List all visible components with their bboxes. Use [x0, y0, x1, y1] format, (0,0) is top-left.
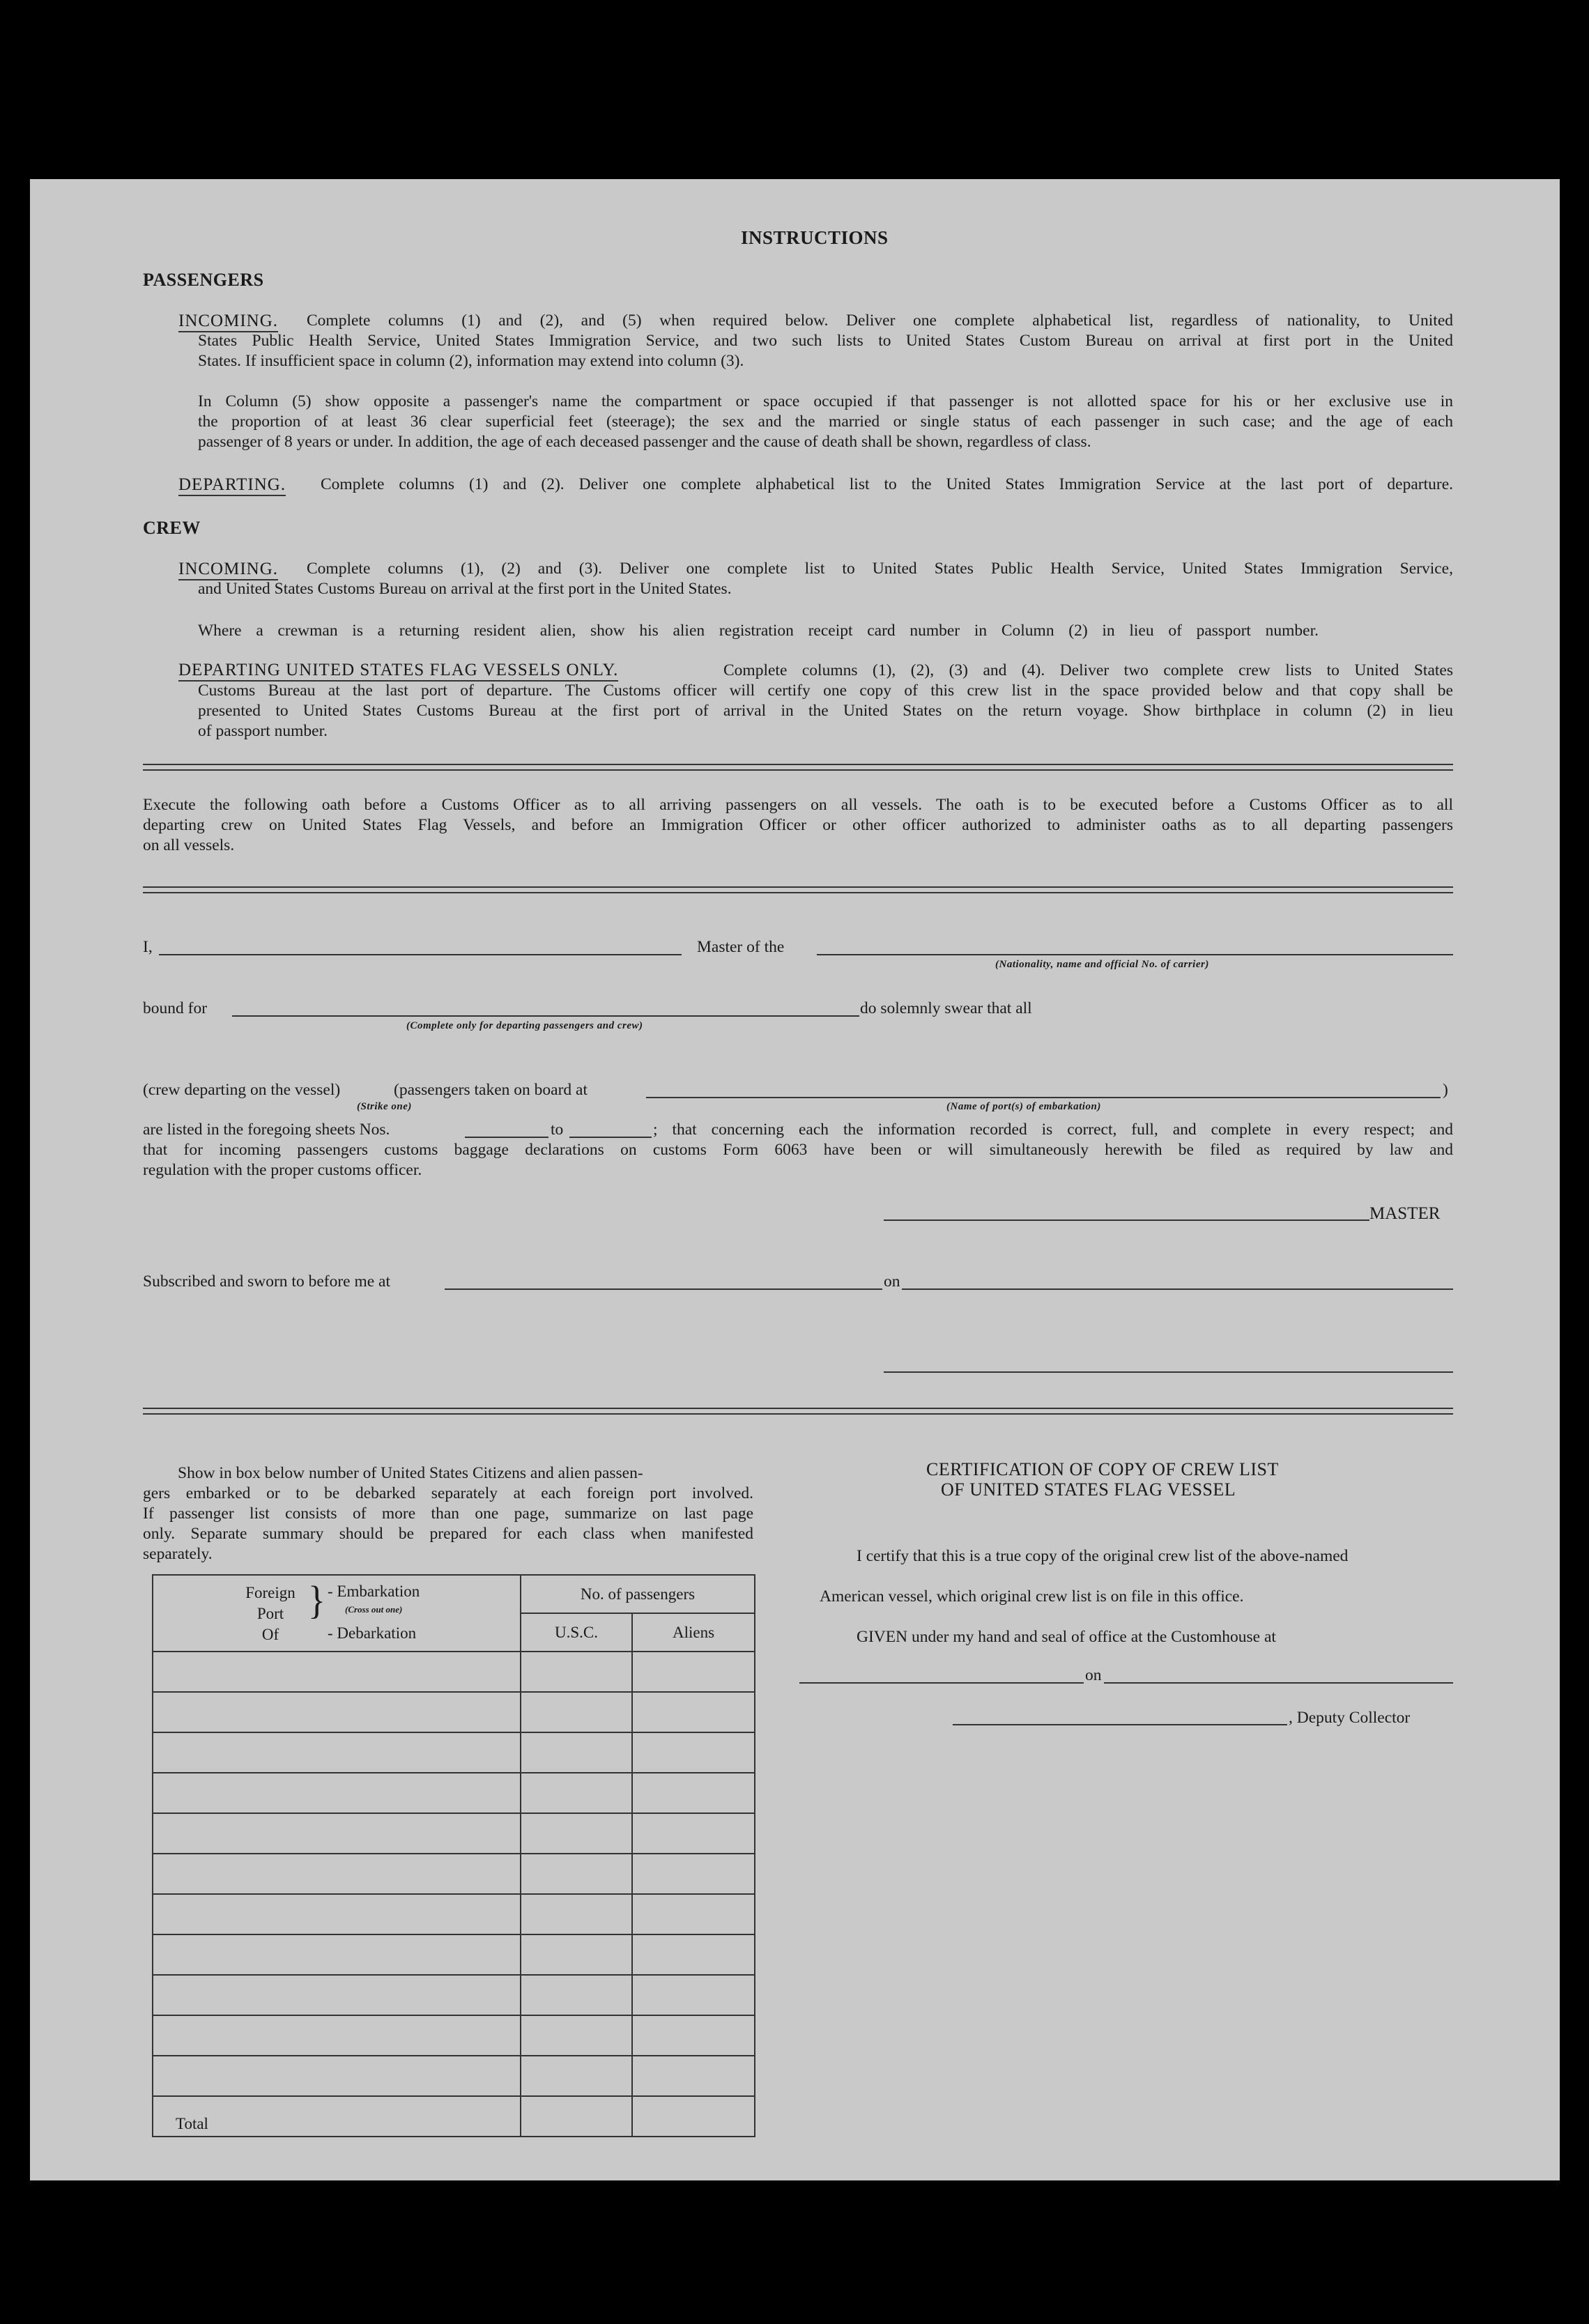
column5-line: In Column (5) show opposite a passenger's name the compartment or space occupied if that passenger is not allotted space for his or her exclusive use in [198, 392, 1453, 410]
swear-text: do solemnly swear that all [860, 999, 1032, 1017]
summary-instruction-line: If passenger list consists of more than one page, summarize on last page [143, 1505, 753, 1523]
usc-cell[interactable] [521, 1975, 632, 2015]
passengers-incoming-label: INCOMING. [178, 311, 278, 332]
complete-only-note: (Complete only for departing passengers and crew) [406, 1020, 643, 1031]
table-row [153, 1975, 755, 2015]
table-row [153, 1732, 755, 1773]
crew-departing-option: (crew departing on the vessel) [143, 1081, 341, 1099]
crew-departing-line: presented to United States Customs Bureau at the first port of arrival in the United States on the return voyage. Show birthplace in column (2) in lieu [198, 702, 1453, 720]
sheets-to-field[interactable] [569, 1137, 652, 1138]
customhouse-field[interactable] [799, 1682, 1084, 1684]
carrier-field[interactable] [817, 954, 1453, 955]
master-of-the-label: Master of the [697, 938, 785, 956]
aliens-cell[interactable] [632, 1773, 755, 1813]
table-row [153, 1773, 755, 1813]
port-cell[interactable] [153, 1975, 521, 2015]
aliens-cell[interactable] [632, 1934, 755, 1975]
oath-line: regulation with the proper customs officer. [143, 1161, 422, 1179]
usc-cell[interactable] [521, 1854, 632, 1894]
bound-for-label: bound for [143, 999, 208, 1017]
summary-instruction-line: gers embarked or to be debarked separately at each foreign port involved. [143, 1484, 753, 1502]
aliens-cell[interactable] [632, 1732, 755, 1773]
to-text: to [551, 1121, 564, 1139]
usc-cell[interactable] [521, 1813, 632, 1854]
table-row [153, 2015, 755, 2056]
aliens-header: Aliens [632, 1613, 755, 1652]
passengers-departing-label: DEPARTING. [178, 475, 286, 495]
summary-instruction-line: separately. [143, 1545, 213, 1563]
crew-departing-line: of passport number. [198, 722, 328, 740]
embarkation-ports-field[interactable] [646, 1097, 1441, 1098]
oath-i-label: I, [143, 938, 153, 956]
aliens-cell[interactable] [632, 2056, 755, 2096]
crew-incoming-line: and United States Customs Bureau on arrival at the first port in the United States. [198, 580, 732, 598]
sworn-place-field[interactable] [445, 1288, 882, 1290]
of-label: Of [261, 1626, 279, 1643]
port-cell[interactable] [153, 1732, 521, 1773]
oath-line: that for incoming passengers customs baggage declarations on customs Form 6063 have been or will simultaneously herewith be filed as required by law and [143, 1141, 1453, 1159]
usc-cell[interactable] [521, 1934, 632, 1975]
cert-on-label: on [1085, 1666, 1102, 1684]
table-row [153, 1854, 755, 1894]
certify-text: I certify that this is a true copy of the original crew list of the above-named [857, 1547, 1349, 1565]
table-row [153, 1692, 755, 1732]
port-cell[interactable] [153, 1692, 521, 1732]
page-title: INSTRUCTIONS [741, 227, 889, 248]
master-label: MASTER [1369, 1204, 1441, 1223]
certification-subtitle: OF UNITED STATES FLAG VESSEL [941, 1479, 1236, 1500]
embarkation-label: - Embarkation [328, 1583, 420, 1600]
given-text: GIVEN under my hand and seal of office at the Customhouse at [857, 1628, 1276, 1646]
oath-instruction-line: departing crew on United States Flag Vessels, and before an Immigration Officer or other officer authorized to administer oaths as to all departing passengers [143, 816, 1453, 834]
american-vessel-text: American vessel, which original crew list is on file in this office. [820, 1587, 1244, 1606]
crew-departing-line: Customs Bureau at the last port of departure. The Customs officer will certify one copy of this crew list in the space provided below and that copy shall be [198, 682, 1453, 700]
crew-departing-label: DEPARTING UNITED STATES FLAG VESSELS ONLY. [178, 660, 618, 681]
subscribed-label: Subscribed and sworn to before me at [143, 1272, 391, 1291]
table-row [153, 2056, 755, 2096]
debarkation-label: - Debarkation [328, 1624, 417, 1642]
usc-cell[interactable] [521, 2056, 632, 2096]
double-rule [143, 886, 1453, 893]
column5-line: passenger of 8 years or under. In addition, the age of each deceased passenger and the cause of death shall be shown, regardless of class. [198, 433, 1091, 451]
foreign-label: Foreign [245, 1584, 295, 1601]
brace-glyph: } [308, 1579, 325, 1623]
deputy-collector-label: , Deputy Collector [1289, 1709, 1411, 1727]
aliens-cell[interactable] [632, 1854, 755, 1894]
table-row [153, 1894, 755, 1934]
usc-header: U.S.C. [521, 1613, 632, 1652]
aliens-cell[interactable] [632, 1894, 755, 1934]
close-paren: ) [1443, 1081, 1448, 1099]
crew-incoming-label: INCOMING. [178, 559, 278, 580]
passengers-departing-text: Complete columns (1) and (2). Deliver one complete alphabetical list to the United States Immigration Service at the last port of departure. [321, 475, 1453, 493]
sheets-from-field[interactable] [465, 1137, 548, 1138]
port-label: Port [256, 1605, 284, 1622]
nationality-note: (Nationality, name and official No. of carrier) [995, 959, 1209, 970]
bound-for-field[interactable] [232, 1015, 859, 1017]
aliens-cell[interactable] [632, 2015, 755, 2056]
summary-instruction-line: Show in box below number of United States Citizens and alien passen- [178, 1464, 643, 1482]
table-row [153, 1813, 755, 1854]
usc-cell[interactable] [521, 1692, 632, 1732]
double-rule [143, 1408, 1453, 1415]
port-cell[interactable] [153, 1652, 521, 1692]
table-row [153, 1652, 755, 1692]
master-signature-field[interactable] [884, 1219, 1369, 1221]
port-cell[interactable] [153, 1854, 521, 1894]
port-cell[interactable] [153, 1894, 521, 1934]
passengers-incoming-line: Complete columns (1) and (2), and (5) when required below. Deliver one complete alphabetical list, regardless of nationality, to United [307, 311, 1453, 330]
port-cell[interactable] [153, 1934, 521, 1975]
on-label: on [884, 1272, 900, 1291]
name-of-ports-note: (Name of port(s) of embarkation) [946, 1101, 1101, 1112]
cert-date-field[interactable] [1104, 1682, 1453, 1684]
crew-heading: CREW [143, 518, 201, 538]
usc-cell[interactable] [521, 1732, 632, 1773]
table-row [153, 1934, 755, 1975]
oath-instruction-line: on all vessels. [143, 836, 235, 854]
master-name-field[interactable] [159, 954, 682, 955]
usc-cell[interactable] [521, 2015, 632, 2056]
strike-one-note: (Strike one) [357, 1101, 412, 1112]
crew-departing-line: Complete columns (1), (2), (3) and (4). Deliver two complete crew lists to United States [723, 661, 1453, 679]
deputy-signature-field[interactable] [953, 1724, 1287, 1725]
passenger-summary-table [152, 1574, 755, 2137]
passengers-incoming-line: States. If insufficient space in column (2), information may extend into column (3). [198, 352, 744, 370]
total-label: Total [153, 2096, 521, 2137]
certification-title: CERTIFICATION OF COPY OF CREW LIST [926, 1459, 1279, 1479]
aliens-cell[interactable] [632, 1975, 755, 2015]
port-cell[interactable] [153, 2056, 521, 2096]
port-header-cell [153, 1575, 521, 1652]
port-cell[interactable] [153, 1813, 521, 1854]
passengers-heading: PASSENGERS [143, 270, 264, 290]
total-aliens-cell[interactable] [632, 2096, 755, 2137]
passengers-incoming-line: States Public Health Service, United States Immigration Service, and two such lists to United States Custom Bureau on arrival at first port in the United [198, 332, 1453, 350]
listed-rest-text: ; that concerning each the information recorded is correct, full, and complete in every respect; and [653, 1121, 1453, 1139]
usc-cell[interactable] [521, 1894, 632, 1934]
column5-line: the proportion of at least 36 clear superficial feet (steerage); the sex and the married or single status of each passenger in such case; and the age of each [198, 413, 1453, 431]
port-cell[interactable] [153, 2015, 521, 2056]
aliens-cell[interactable] [632, 1692, 755, 1732]
summary-instruction-line: only. Separate summary should be prepared for each class when manifested [143, 1525, 753, 1543]
officer-signature-field[interactable] [884, 1371, 1453, 1373]
crew-incoming-line: Complete columns (1), (2) and (3). Deliver one complete list to United States Public Health Service, United States Immigration Service, [307, 560, 1453, 578]
total-row [153, 2096, 755, 2137]
usc-cell[interactable] [521, 1652, 632, 1692]
aliens-cell[interactable] [632, 1813, 755, 1854]
oath-instruction-line: Execute the following oath before a Customs Officer as to all arriving passengers on all vessels. The oath is to be executed before a Customs Officer as to all [143, 796, 1453, 814]
no-of-passengers-header: No. of passengers [521, 1575, 755, 1613]
cross-out-note: (Cross out one) [345, 1604, 403, 1615]
listed-in-text: are listed in the foregoing sheets Nos. [143, 1121, 390, 1139]
usc-cell[interactable] [521, 1773, 632, 1813]
aliens-cell[interactable] [632, 1652, 755, 1692]
total-usc-cell[interactable] [521, 2096, 632, 2137]
crew-resident-text: Where a crewman is a returning resident alien, show his alien registration receipt card number in Column (2) in lieu of passport number. [198, 622, 1319, 640]
port-cell[interactable] [153, 1773, 521, 1813]
sworn-date-field[interactable] [902, 1288, 1453, 1290]
passengers-taken-option: (passengers taken on board at [394, 1081, 588, 1099]
double-rule [143, 764, 1453, 771]
